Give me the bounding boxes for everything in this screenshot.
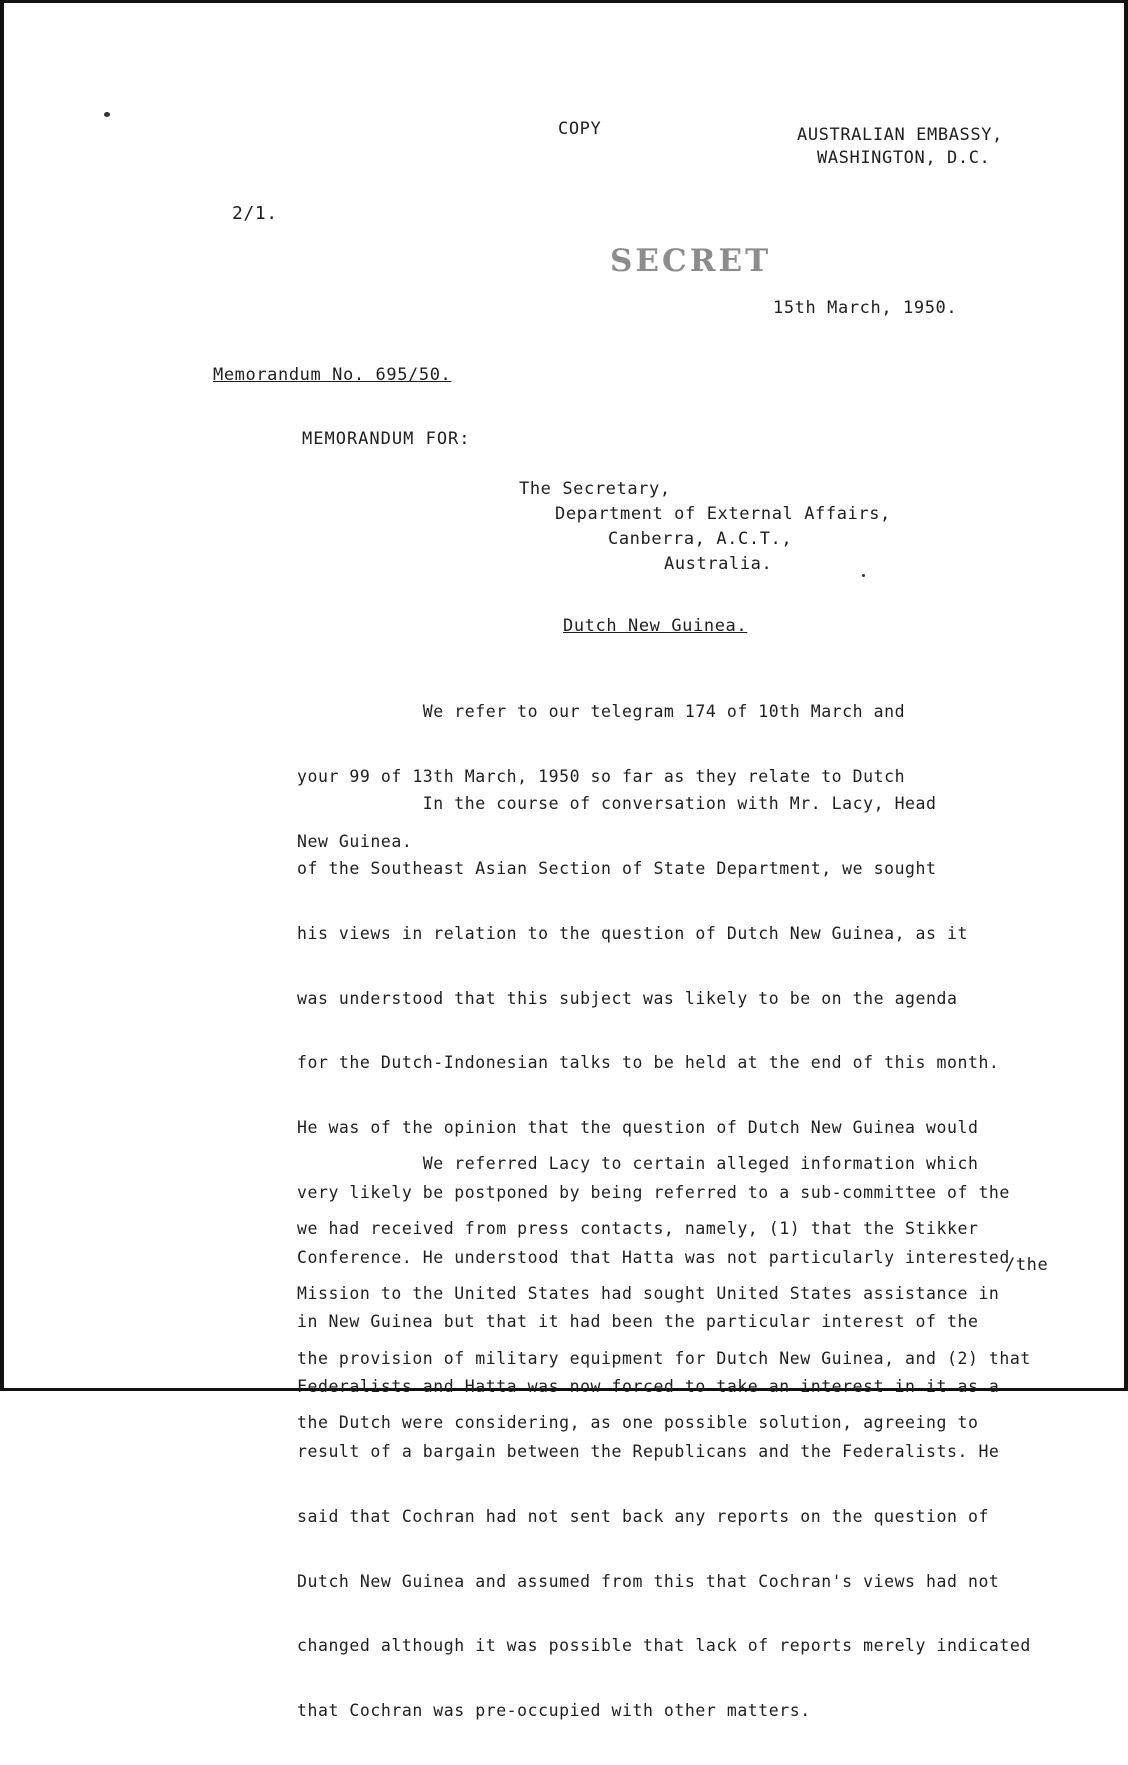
ink-speck — [862, 574, 865, 577]
addressee-line: Canberra, A.C.T., — [608, 529, 793, 549]
body-paragraph-3 — [297, 1110, 1097, 1477]
body-line: his views in relation to the question of Dutch New Guinea, as it — [297, 923, 968, 943]
sender-line-1: AUSTRALIAN EMBASSY, — [797, 125, 1003, 145]
body-line: that Cochran was pre-occupied with other matters. — [297, 1701, 811, 1721]
body-line: the provision of military equipment for Dutch New Guinea, and (2) that — [297, 1348, 1031, 1368]
body-line: In the course of conversation with Mr. Lacy, Head — [297, 794, 937, 814]
body-line: the Dutch were considering, as one possible solution, agreeing to — [297, 1413, 979, 1433]
ink-speck — [104, 112, 110, 117]
body-line: for the Dutch-Indonesian talks to be held at the end of this month. — [297, 1053, 1000, 1073]
classification-stamp: SECRET — [610, 243, 772, 279]
body-line: of the Southeast Asian Section of State Department, we sought — [297, 858, 937, 878]
scan-border-top — [0, 0, 1128, 3]
memo-for-label: MEMORANDUM FOR: — [302, 429, 471, 449]
body-line: We refer to our telegram 174 of 10th March and — [297, 702, 906, 722]
file-reference: 2/1. — [232, 203, 278, 224]
body-line: Dutch New Guinea and assumed from this that Cochran's views had not — [297, 1571, 1000, 1591]
body-line: we had received from press contacts, namely, (1) that the Stikker — [297, 1218, 979, 1238]
body-line: We referred Lacy to certain alleged information which — [297, 1154, 979, 1174]
addressee-line: Australia. — [664, 554, 773, 574]
body-line: Federalists and Hatta was now forced to take an interest in it as a — [297, 1377, 1000, 1397]
body-line: very likely be postponed by being referred to a sub-committee of the — [297, 1182, 1010, 1202]
sender-line-2: WASHINGTON, D.C. — [817, 148, 991, 168]
body-line: result of a bargain between the Republicans and the Federalists. He — [297, 1442, 1000, 1461]
memo-subject: Dutch New Guinea. — [563, 616, 748, 636]
body-line: New Guinea. — [297, 831, 413, 851]
scan-border-right — [1124, 0, 1128, 1391]
page-catchword: /the — [1005, 1255, 1049, 1275]
body-line: said that Cochran had not sent back any reports on the question of — [297, 1506, 989, 1526]
body-line: your 99 of 13th March, 1950 so far as they relate to Dutch — [297, 766, 906, 786]
scan-border-left — [0, 0, 4, 1391]
addressee-line: Department of External Affairs, — [555, 504, 891, 524]
body-line: was understood that this subject was likely to be on the agenda — [297, 988, 958, 1008]
body-line: He was of the opinion that the question of Dutch New Guinea would — [297, 1118, 979, 1138]
body-line: Conference. He understood that Hatta was not particularly interested — [297, 1247, 1010, 1267]
memo-number: Memorandum No. 695/50. — [213, 365, 452, 385]
addressee-line: The Secretary, — [519, 479, 671, 499]
copy-mark: COPY — [558, 119, 602, 139]
body-line: in New Guinea but that it had been the particular interest of the — [297, 1312, 979, 1332]
body-line: Mission to the United States had sought United States assistance in — [297, 1283, 1000, 1303]
body-line: changed although it was possible that lack of reports merely indicated — [297, 1636, 1031, 1656]
memo-date: 15th March, 1950. — [773, 298, 958, 318]
